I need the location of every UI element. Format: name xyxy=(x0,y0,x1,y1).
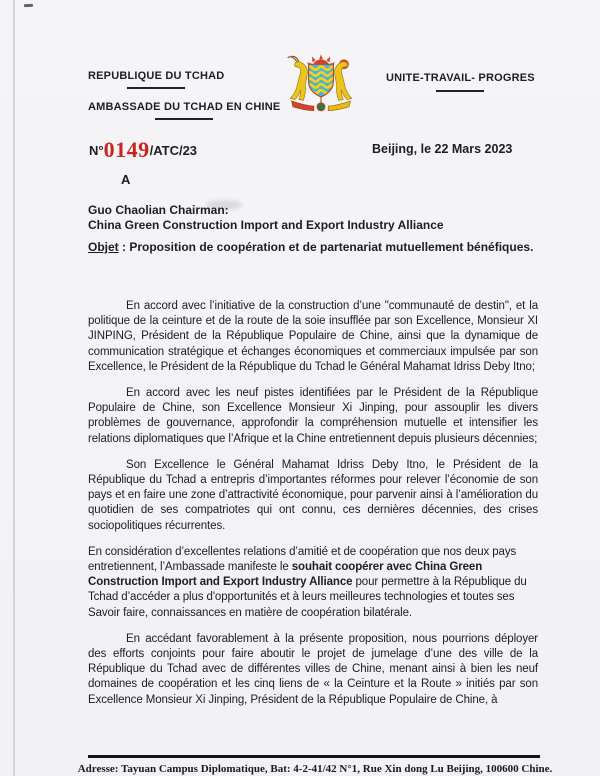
embassy-title: AMBASSADE DU TCHAD EN CHINE xyxy=(88,101,281,113)
body-text: Son Excellence le Général Mahamat Idriss Deby Itno, le Président de la République du Tchad a entrepris d’importantes réformes pour relever l’économie de son pays et en faire une zone d’attractivité économique, pour parvenir ainsi à l’amélioration du quotidien de ses compatriotes qui ont connu, ces dernières décennies, des crises sociopolitiques récurrentes. xyxy=(88,458,538,532)
reference-number xyxy=(89,137,197,163)
reference-suffix: /ATC/23 xyxy=(149,143,198,158)
divider-rule xyxy=(436,90,484,92)
body-paragraph xyxy=(88,458,538,534)
divider-rule xyxy=(127,87,185,89)
body-text: En accord avec les neuf pistes identifiées par le Président de la République Populaire de Chine, son Excellence Monsieur Xi Jinping, pour assouplir les divers problèmes de gouvernance, approfondir la compréhension mutuelle et intensifier les relations diplomatiques que l’Afrique et la Chine entretiennent depuis plusieurs décennies; xyxy=(88,387,538,445)
reference-prefix: N° xyxy=(89,143,104,158)
letterhead-right xyxy=(386,68,535,100)
scan-edge-line xyxy=(13,0,15,776)
subject-text: : Proposition de coopération et de partenariat mutuellement bénéfiques. xyxy=(118,240,534,254)
body-paragraph xyxy=(88,545,538,621)
subject-line xyxy=(88,240,546,256)
recipient-name: Guo Chaolian Chairman: xyxy=(88,203,229,217)
body-paragraph xyxy=(88,299,538,375)
recipient-salutation: A xyxy=(121,172,131,187)
footer-rule xyxy=(88,755,540,758)
scan-artifact xyxy=(24,4,33,7)
subject-label: Objet xyxy=(88,240,119,254)
letterhead-republic-block xyxy=(88,70,224,97)
divider-rule xyxy=(155,118,213,120)
body-text: En accédant favorablement à la présente proposition, nous pourrions déployer des efforts conjoints pour faire aboutir le projet de jumelage d’une des ville de la République du Tchad avec de différentes villes de Chine, menant ainsi à bien les neuf domaines de coopération et les cinq liens de « la Ceinture et la Route » initiés par son Excellence Monsieur Xi Jinping, Président de la République Populaire de Chine, à xyxy=(88,632,538,706)
body-text: pour permettre à la République du Tchad d’accéder a plus d'opportunités et à leurs meilleures technologies et toutes ses Savoir faire, connaissances en matière de coopération bilatérale. xyxy=(88,576,527,619)
chad-coat-of-arms-emblem xyxy=(285,53,357,120)
recipient-block xyxy=(88,172,444,233)
letterhead-left xyxy=(88,66,280,128)
body-paragraph xyxy=(88,386,538,447)
body-text: En considération d’excellentes relations d’amitié et de coopération que nos deux pays entretiennent, l’Ambassade manifeste le xyxy=(88,545,517,574)
reference-number-value: 0149 xyxy=(103,137,150,162)
recipient-organization: China Green Construction Import and Export Industry Alliance xyxy=(88,218,444,232)
letter-body xyxy=(88,299,538,719)
letterhead-embassy-block xyxy=(88,101,280,128)
body-text-bold: souhait coopérer avec China Green Construction Import and Export Industry Alliance xyxy=(88,561,483,589)
chad-coat-of-arms-icon xyxy=(285,53,357,120)
republic-title: REPUBLIQUE DU TCHAD xyxy=(88,70,225,82)
motto-title: UNITE-TRAVAIL- PROGRES xyxy=(386,72,535,84)
motto-block xyxy=(386,72,535,100)
body-paragraph xyxy=(88,632,538,708)
footer-address: Adresse: Tayuan Campus Diplomatique, Bat: 4-2-41/42 N°1, Rue Xin dong Lu Beijing, 100600 Chine. xyxy=(77,763,553,775)
body-text: En accord avec l’initiative de la construction d’une "communauté de destin", et la politique de la ceinture et de la route de la soie insufflée par son Excellence, Monsieur XI JINPING, Président de la République Populaire de Chine, ainsi que la dynamique de communication stratégique et échanges économiques et commerciaux impulsée par son Excellence, le Président de la République du Tchad le Général Mahamat Idriss Deby Itno; xyxy=(88,300,538,373)
dateline: Beijing, le 22 Mars 2023 xyxy=(372,142,513,156)
